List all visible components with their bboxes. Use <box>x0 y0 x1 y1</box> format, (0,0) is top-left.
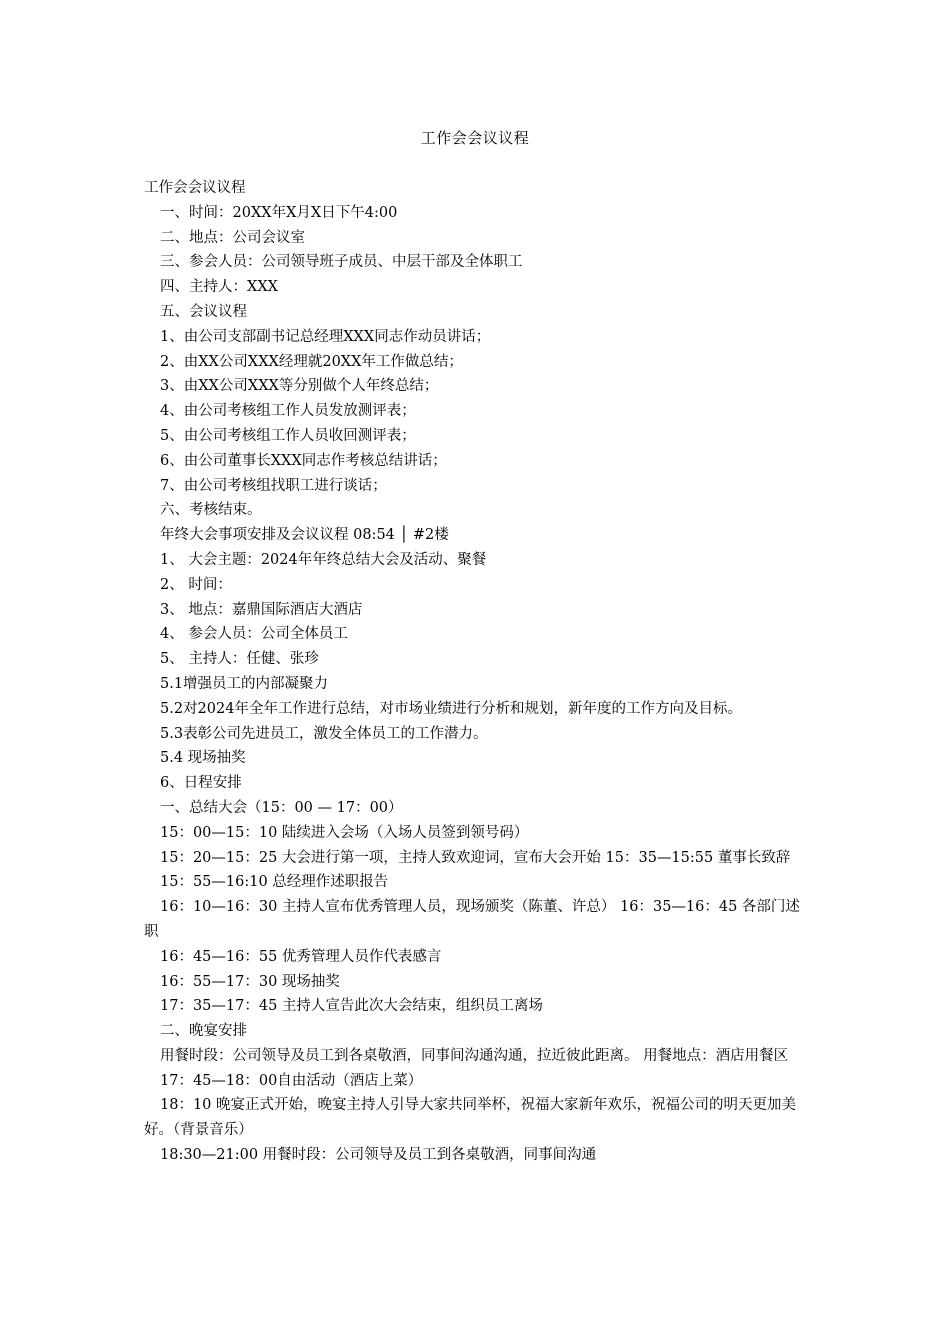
document-line: 5、 主持人：任健、张珍 <box>160 651 319 668</box>
document-line: 5.1增强员工的内部凝聚力 <box>160 675 329 692</box>
document-line: 6、由公司董事长XXX同志作考核总结讲话； <box>160 452 447 469</box>
document-line: 2、 时间： <box>160 576 232 593</box>
document-line: 五、会议议程 <box>160 303 247 320</box>
document-line: 17：35—17：45 主持人宣告此次大会结束，组织员工离场 <box>160 998 543 1015</box>
document-line: 17：45—18：00自由活动（酒店上菜） <box>160 1072 423 1089</box>
document-line: 6、日程安排 <box>160 775 242 792</box>
document-line: 1、 大会主题：2024年年终总结大会及活动、聚餐 <box>160 551 487 568</box>
document-line: 2、由XX公司XXX经理就20XX年工作做总结； <box>160 353 463 370</box>
document-line: 16：10—16：30 主持人宣布优秀管理人员，现场颁奖（陈董、许总） 16：35—16：45 各部门述职 <box>144 899 800 940</box>
document-line: 一、时间：20XX年X月X日下午4:00 <box>160 204 398 221</box>
document-line: 二、晚宴安排 <box>160 1023 247 1040</box>
document-line: 工作会会议议程 <box>144 180 246 196</box>
document-line: 1、由公司支部副书记总经理XXX同志作动员讲话； <box>160 328 491 345</box>
document-line: 15：00—15：10 陆续进入会场（入场人员签到领号码） <box>160 824 529 841</box>
document-line: 5、由公司考核组工作人员收回测评表； <box>160 427 416 444</box>
document-line: 16：45—16：55 优秀管理人员作代表感言 <box>160 948 442 965</box>
document-line: 4、由公司考核组工作人员发放测评表； <box>160 403 416 420</box>
document-line: 一、总结大会（15：00 — 17：00） <box>160 799 403 816</box>
document-line: 18：10 晚宴正式开始，晚宴主持人引导大家共同举杯，祝福大家新年欢乐，祝福公司的明天更加美好。（背景音乐） <box>144 1097 797 1139</box>
document-line: 5.4 现场抽奖 <box>160 750 246 767</box>
document-line: 15：20—15：25 大会进行第一项，主持人致欢迎词，宣布大会开始 15：35—15:55 董事长致辞 <box>160 849 791 866</box>
document-line: 3、由XX公司XXX等分别做个人年终总结； <box>160 378 439 395</box>
document-line: 3、 地点：嘉鼎国际酒店大酒店 <box>160 601 363 618</box>
document-line: 六、考核结束。 <box>160 502 262 519</box>
document-line: 5.2对2024年全年工作进行总结，对市场业绩进行分析和规划，新年度的工作方向及目标。 <box>160 700 742 717</box>
document-line: 4、 参会人员：公司全体员工 <box>160 626 348 643</box>
document-line: 年终大会事项安排及会议议程 08:54 │ #2楼 <box>160 527 449 544</box>
document-line: 用餐时段：公司领导及员工到各桌敬酒，同事间沟通沟通，拉近彼此距离。 用餐地点：酒店用餐区 <box>160 1047 789 1064</box>
document-line: 四、主持人：XXX <box>160 279 278 296</box>
document-line: 二、地点：公司会议室 <box>160 229 305 246</box>
document-title: 工作会会议议程 <box>420 129 530 147</box>
document-line: 16：55—17：30 现场抽奖 <box>160 973 340 990</box>
document-line: 7、由公司考核组找职工进行谈话； <box>160 477 387 494</box>
document-line: 18:30—21:00 用餐时段：公司领导及员工到各桌敬酒，同事间沟通 <box>160 1147 597 1164</box>
document-body <box>144 176 808 1168</box>
document-line: 三、参会人员：公司领导班子成员、中层干部及全体职工 <box>160 254 523 271</box>
document-line: 5.3表彰公司先进员工，激发全体员工的工作潜力。 <box>160 725 488 742</box>
document-line: 15：55—16:10 总经理作述职报告 <box>160 874 389 891</box>
